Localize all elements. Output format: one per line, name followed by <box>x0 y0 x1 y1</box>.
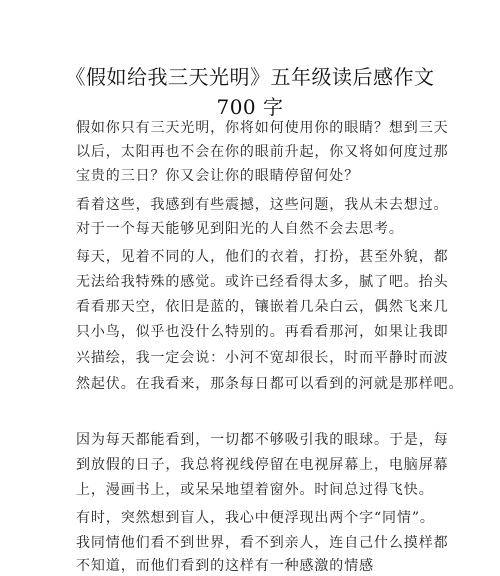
body-text-line: 无法给我特殊的感觉。或许已经看得太多，腻了吧。抬头 <box>76 274 449 290</box>
body-text-line: 看看那天空，依旧是蓝的，镶嵌着几朵白云，偶然飞来几 <box>76 299 449 315</box>
body-text-line: 到放假的日子，我总将视线停留在电视屏幕上，电脑屏幕 <box>76 457 449 473</box>
body-text-line: 对于一个每天能够见到阳光的人自然不会去思考。 <box>76 221 404 237</box>
body-text-line: 每天，见着不同的人，他们的衣着，打扮，甚至外貌，都 <box>76 249 449 265</box>
body-text-line: 我同情他们看不到世界，看不到亲人，连自己什么摸样都 <box>76 535 449 551</box>
body-text-line: 宝贵的三日？你又会让你的眼睛停留何处？ <box>76 168 360 184</box>
body-text-line: 上，漫画书上，或呆呆地望着窗外。时间总过得飞快。 <box>76 482 434 498</box>
title-line-2: 700 字 <box>216 95 284 119</box>
body-text-line-partial: 不知道，而他们看到的这样有一种感激的情感 <box>76 558 374 574</box>
body-text-line: 以后，太阳再也不会在你的眼前升起，你又将如何度过那 <box>76 144 449 160</box>
body-text-line: 兴描绘，我一定会说：小河不宽却很长，时而平静时而波 <box>76 350 449 366</box>
document-title <box>0 62 500 122</box>
body-text-line: 因为每天都能看到，一切都不够吸引我的眼球。于是，每 <box>76 432 449 448</box>
body-text-line: 看着这些，我感到有些震撼，这些问题，我从未去想过。 <box>76 197 449 213</box>
body-text-line: 然起伏。在我看来，那条每日都可以看到的河就是那样吧。 <box>76 376 464 392</box>
body-text-line: 只小鸟，似乎也没什么特别的。再看看那河，如果让我即 <box>76 324 449 340</box>
body-text-line: 有时，突然想到盲人，我心中便浮现出两个字“同情”。 <box>76 510 435 526</box>
title-line-1: 《假如给我三天光明》五年级读后感作文 <box>65 65 435 89</box>
body-text-line: 假如你只有三天光明，你将如何使用你的眼睛？想到三天 <box>76 120 449 136</box>
